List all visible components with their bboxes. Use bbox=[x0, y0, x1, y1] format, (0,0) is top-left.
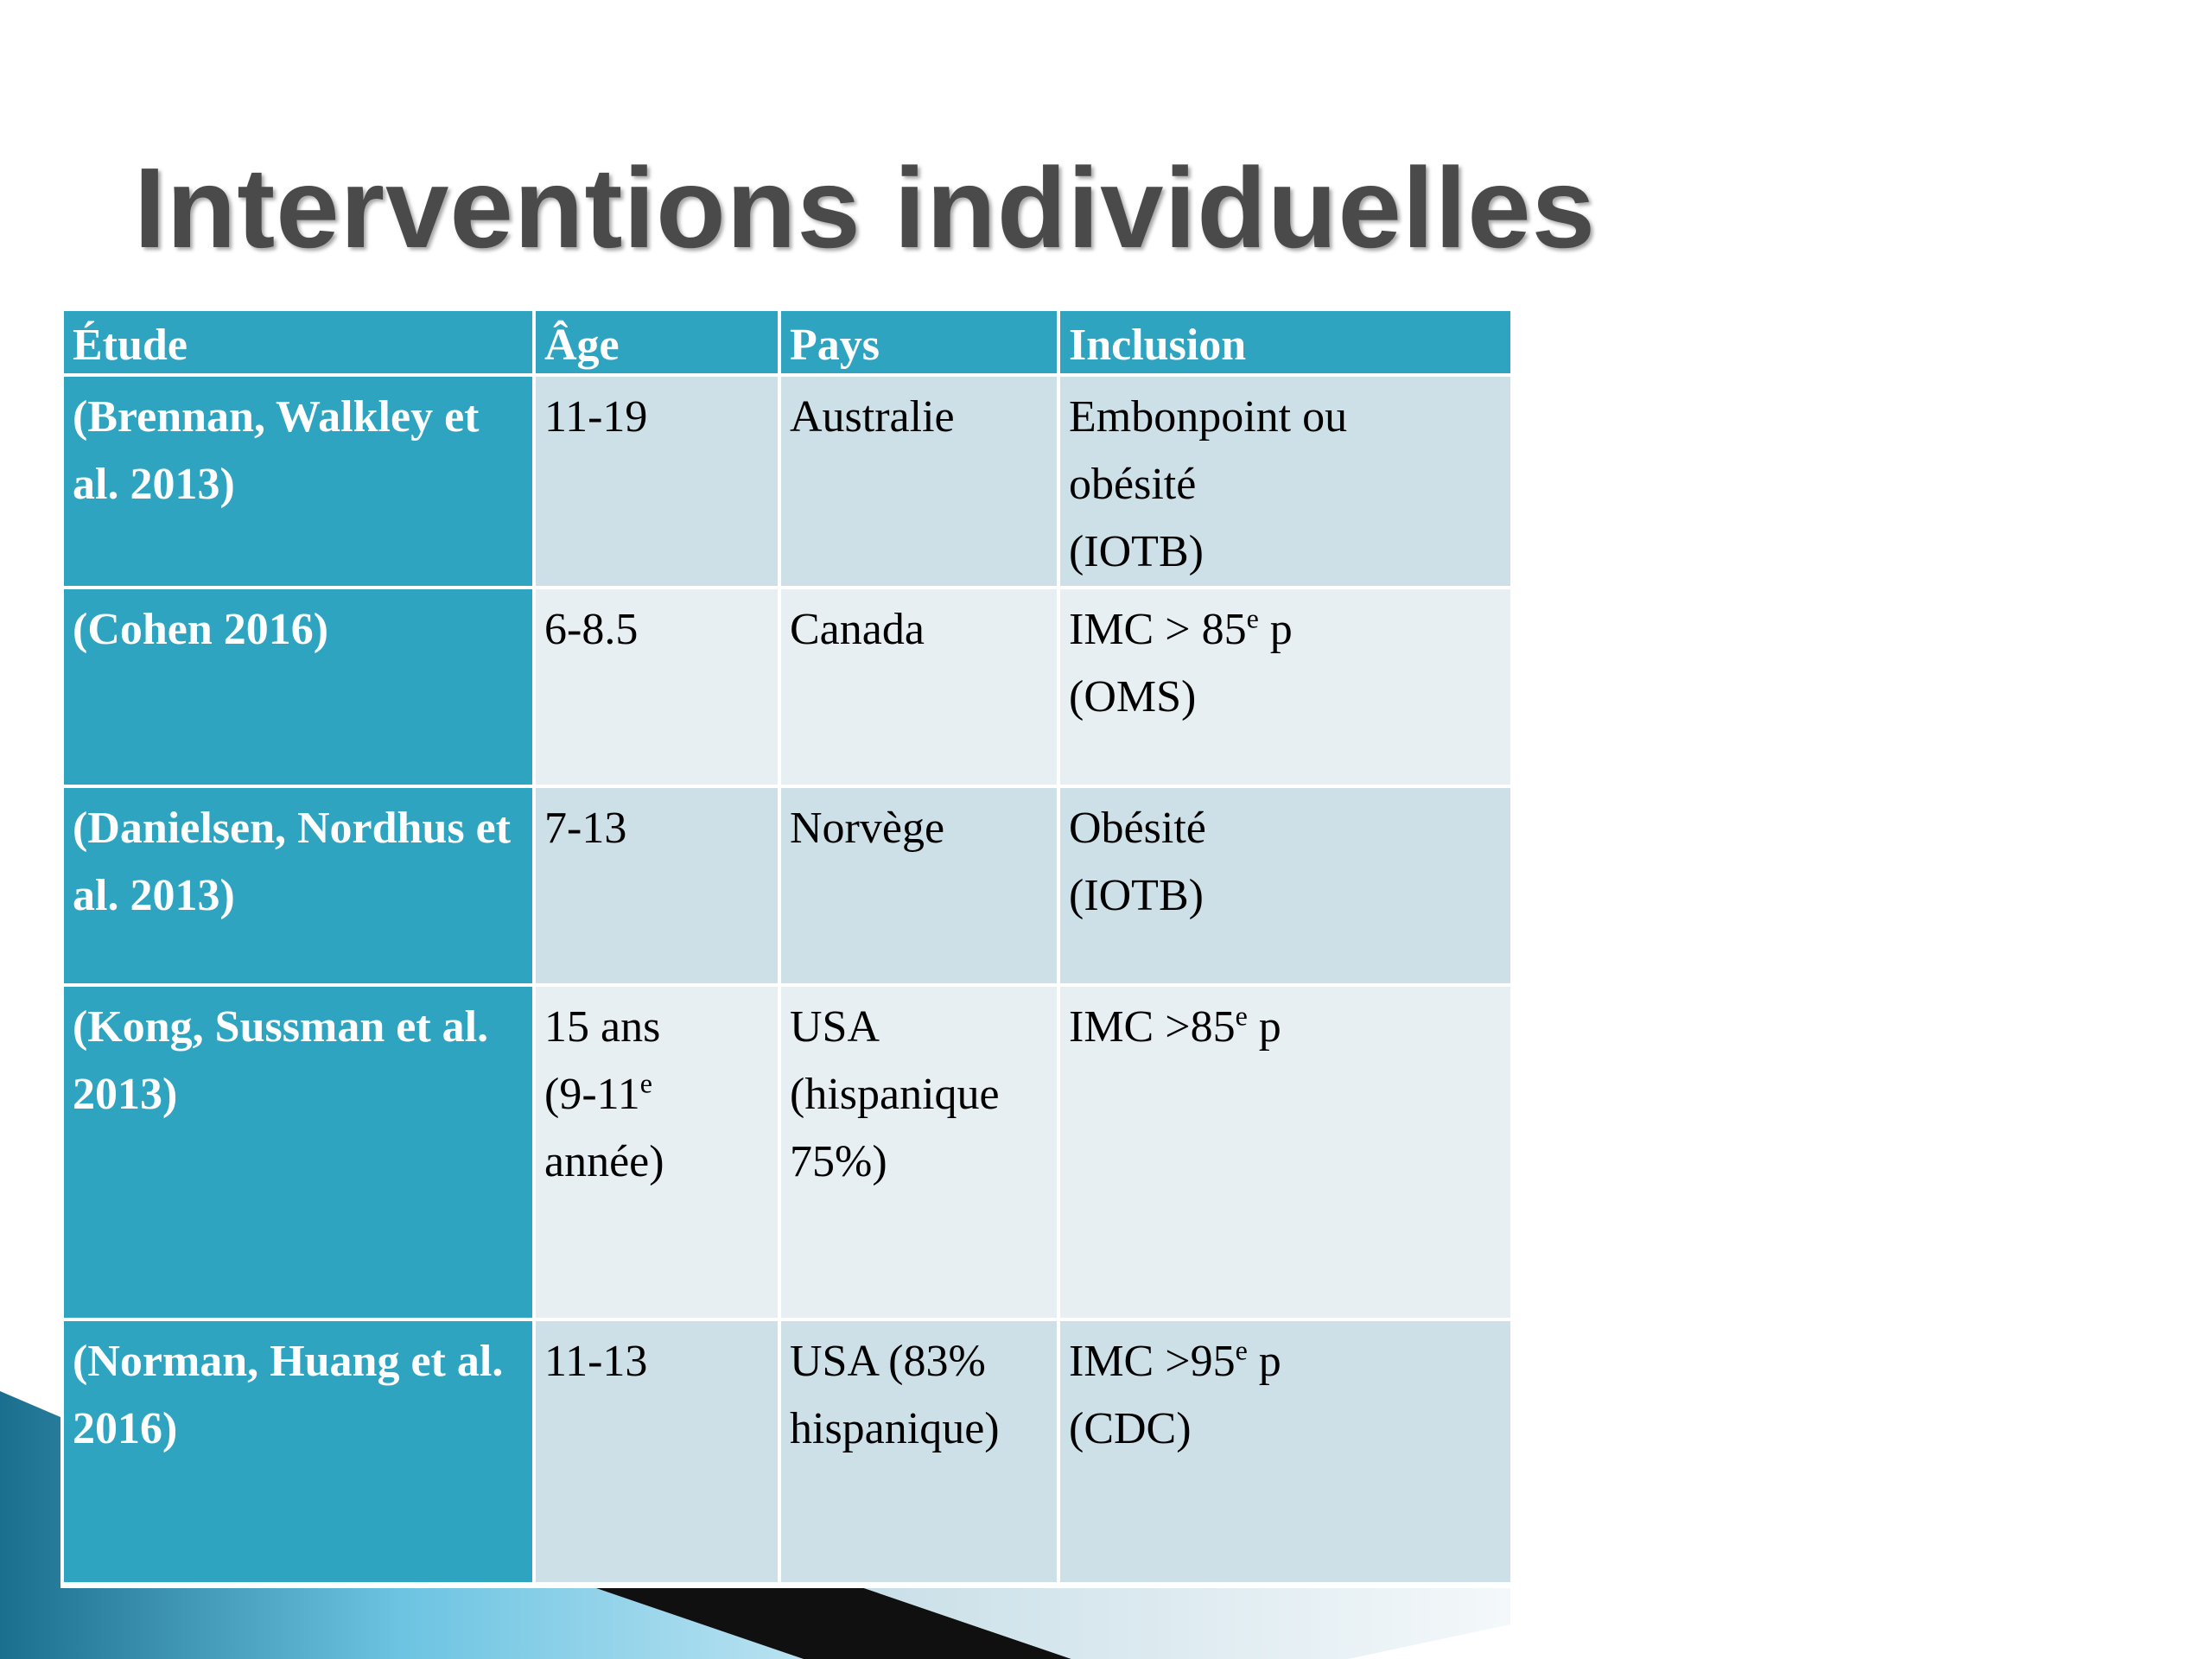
cell-study: (Brennan, Walkley et al. 2013) bbox=[62, 375, 534, 588]
cell-study: (Norman, Huang et al. 2016) bbox=[62, 1319, 534, 1584]
inclusion-main: IMC > 85 bbox=[1069, 605, 1247, 654]
age-main: 15 ans (9-11 bbox=[544, 1002, 661, 1119]
inclusion-rest: p (OMS) bbox=[1069, 605, 1293, 721]
inclusion-main: IMC >95 bbox=[1069, 1337, 1236, 1386]
cell-age: 11-19 bbox=[534, 375, 779, 588]
cell-study: (Danielsen, Nordhus et al. 2013) bbox=[62, 786, 534, 985]
cell-inclusion bbox=[1058, 1319, 1512, 1584]
table-row bbox=[62, 375, 1512, 588]
inclusion-rest: p (CDC) bbox=[1069, 1337, 1281, 1453]
cell-inclusion bbox=[1058, 588, 1512, 786]
cell-study: (Cohen 2016) bbox=[62, 588, 534, 786]
cell-inclusion: Obésité (IOTB) bbox=[1058, 786, 1512, 985]
inclusion-main: IMC >85 bbox=[1069, 1002, 1236, 1052]
cell-country: Canada bbox=[779, 588, 1058, 786]
header-age: Âge bbox=[534, 309, 779, 375]
cell-country: USA (hispanique 75%) bbox=[779, 985, 1058, 1319]
table-row bbox=[62, 985, 1512, 1319]
cell-inclusion: Embonpoint ou obésité (IOTB) bbox=[1058, 375, 1512, 588]
cell-country: Norvège bbox=[779, 786, 1058, 985]
header-etude: Étude bbox=[62, 309, 534, 375]
cell-country: Australie bbox=[779, 375, 1058, 588]
age-sup: e bbox=[639, 1067, 652, 1099]
inclusion-sup: e bbox=[1235, 1000, 1248, 1032]
cell-age bbox=[534, 985, 779, 1319]
inclusion-sup: e bbox=[1246, 602, 1259, 634]
cell-country: USA (83% hispanique) bbox=[779, 1319, 1058, 1584]
age-rest: année) bbox=[544, 1137, 664, 1186]
inclusion-rest: p bbox=[1247, 1002, 1281, 1052]
table-row bbox=[62, 588, 1512, 786]
cell-age: 7-13 bbox=[534, 786, 779, 985]
header-inclusion: Inclusion bbox=[1058, 309, 1512, 375]
header-pays: Pays bbox=[779, 309, 1058, 375]
table-header-row bbox=[62, 309, 1512, 375]
cell-inclusion bbox=[1058, 985, 1512, 1319]
table-row bbox=[62, 786, 1512, 985]
table-row bbox=[62, 1319, 1512, 1584]
slide-title: Interventions individuelles bbox=[134, 144, 1597, 271]
studies-table bbox=[60, 308, 1514, 1586]
cell-age: 11-13 bbox=[534, 1319, 779, 1584]
inclusion-sup: e bbox=[1235, 1334, 1248, 1366]
cell-study: (Kong, Sussman et al. 2013) bbox=[62, 985, 534, 1319]
cell-age: 6-8.5 bbox=[534, 588, 779, 786]
